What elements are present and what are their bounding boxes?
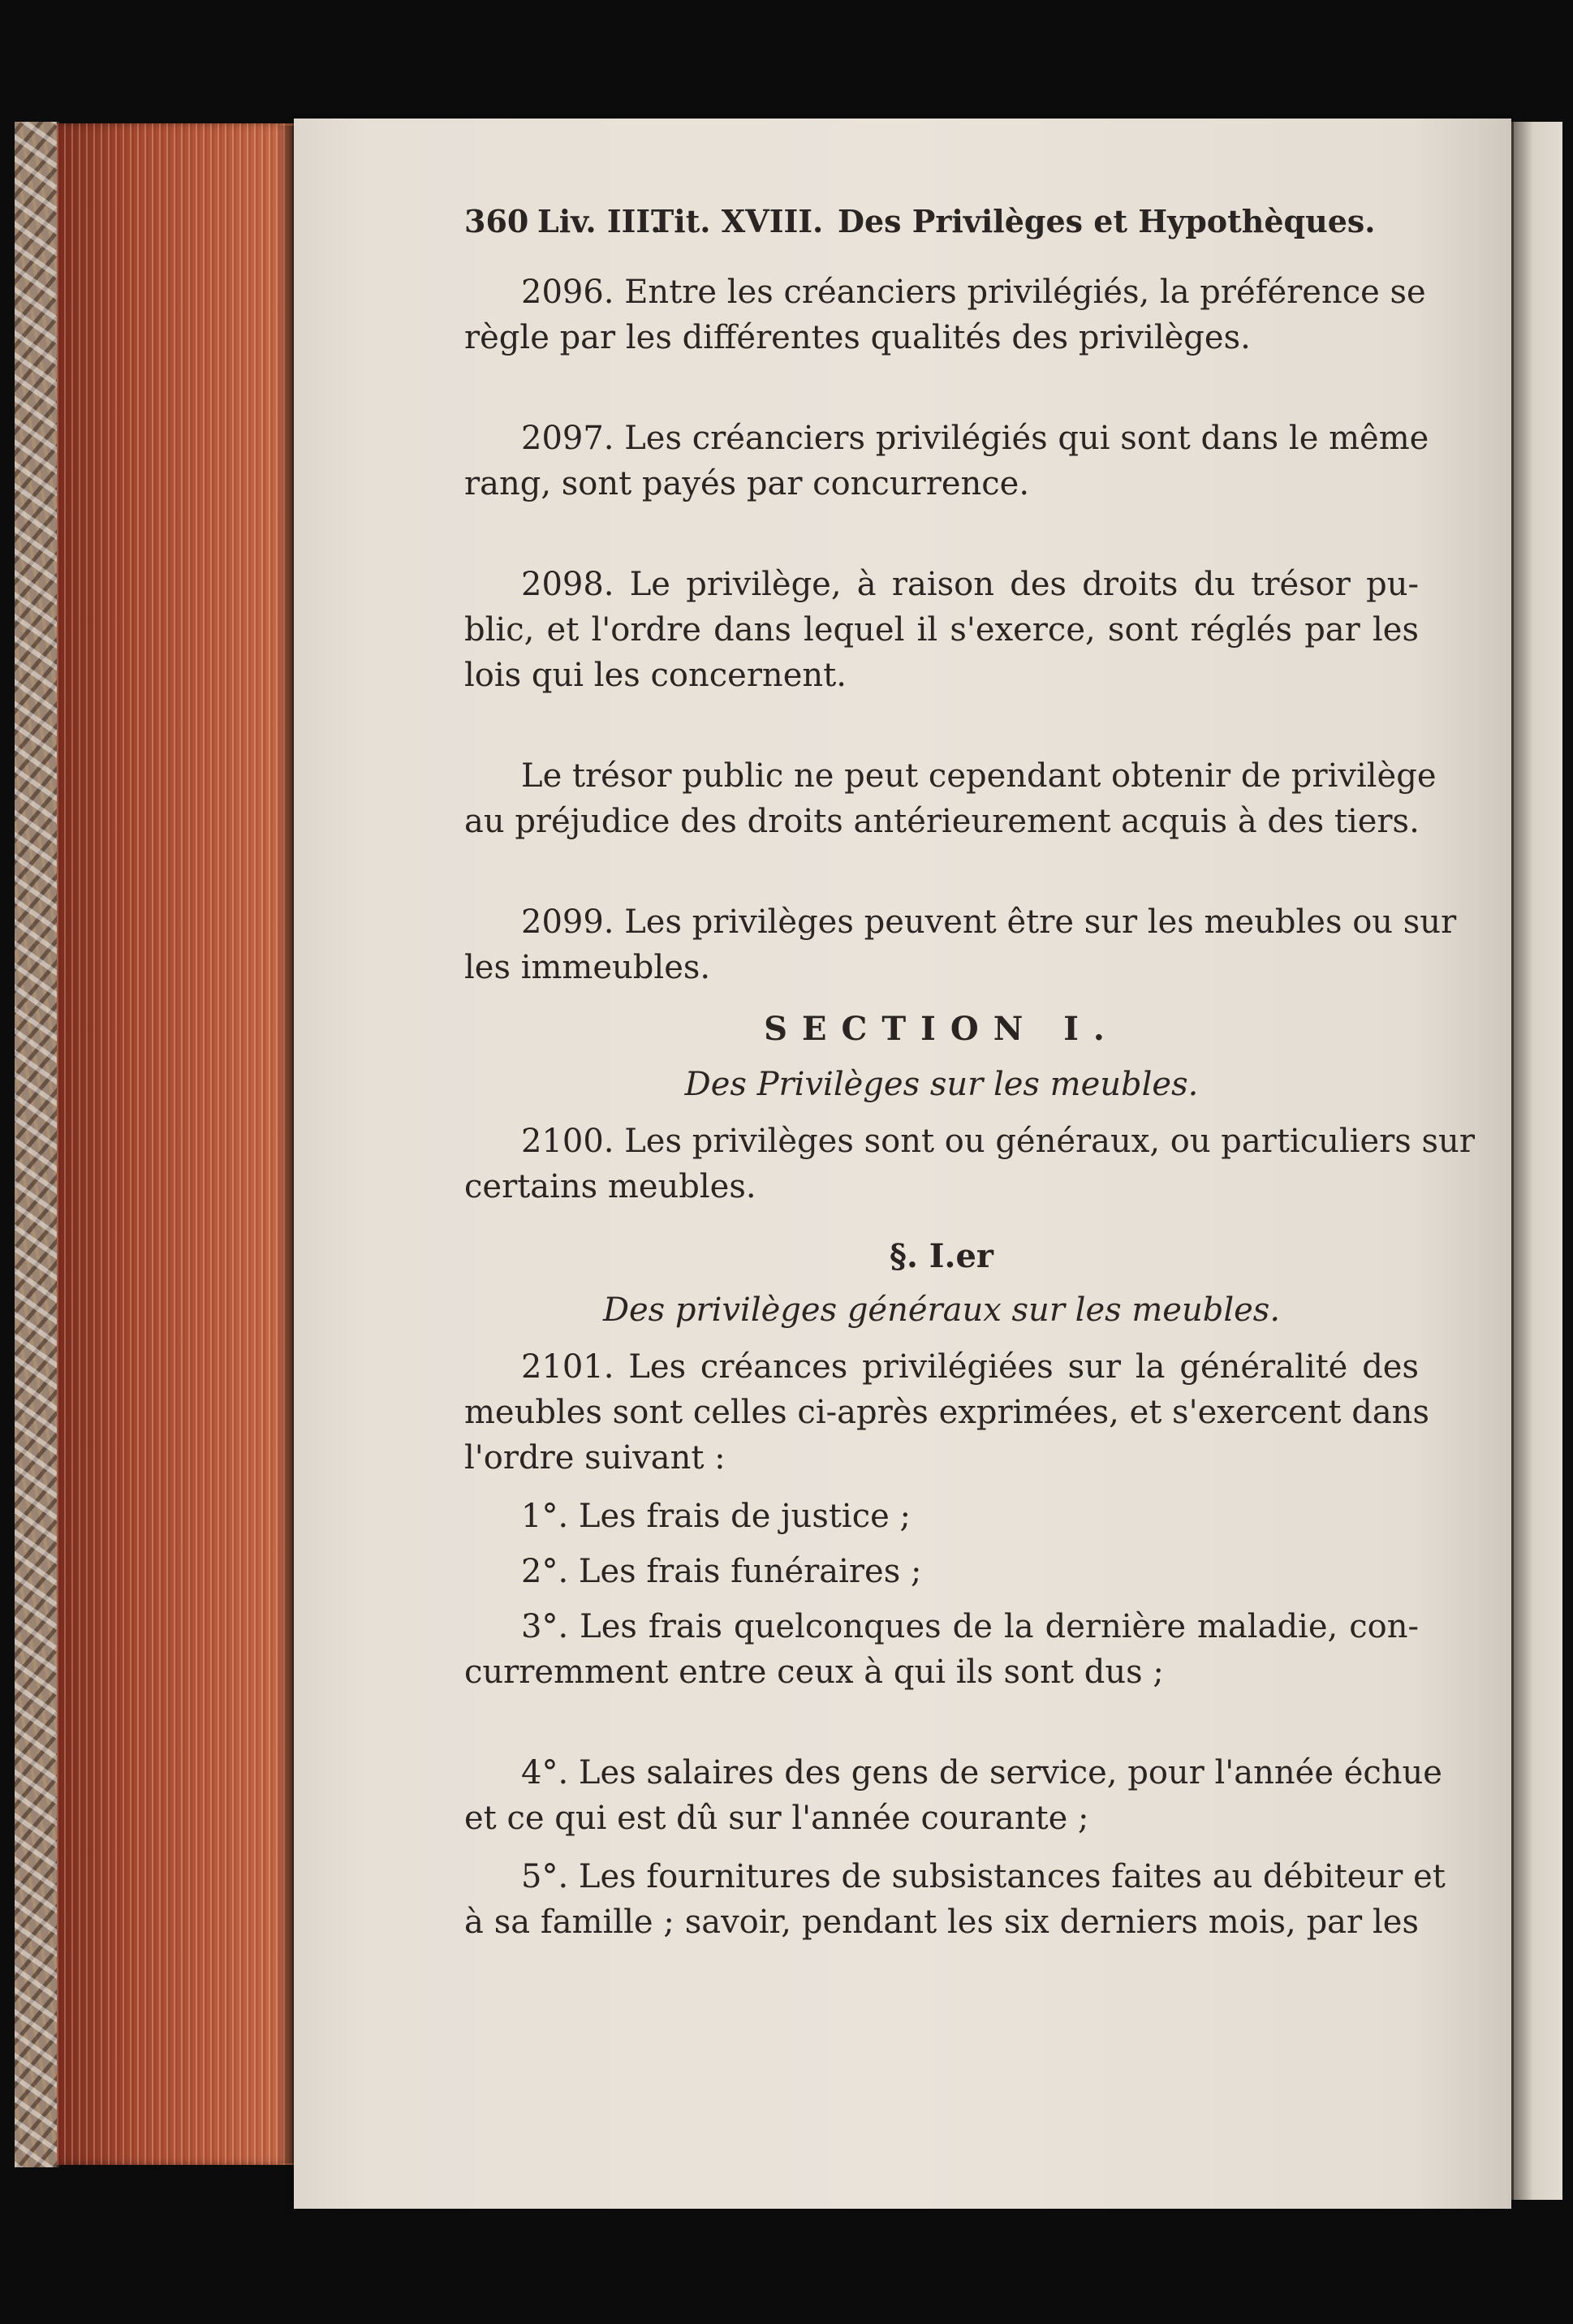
running-title: Des Privilèges et Hypothèques. — [838, 203, 1376, 239]
item-2: 2°. Les frais funéraires ; — [521, 1553, 922, 1590]
article-2099-line-2: les immeubles. — [464, 949, 711, 986]
article-2101-line-2: meubles sont celles ci-après exprimées, et s'exercent dans — [464, 1394, 1429, 1431]
item-3-line-1: 3°. Les frais quelconques de la dernière maladie, con- — [521, 1608, 1419, 1645]
item-4-line-2: et ce qui est dû sur l'année courante ; — [464, 1800, 1089, 1837]
article-2099-line-1: 2099. Les privilèges peuvent être sur les meubles ou sur — [521, 903, 1457, 941]
book-number: Liv. III. — [537, 203, 662, 239]
paragraph-subtitle: Des privilèges généraux sur les meubles. — [602, 1291, 1281, 1329]
article-2100-line-1: 2100. Les privilèges sont ou généraux, ou particuliers sur — [521, 1123, 1475, 1160]
section-subtitle: Des Privilèges sur les meubles. — [684, 1066, 1199, 1103]
facing-page-edge — [1511, 122, 1562, 2200]
page-number: 360 — [464, 203, 529, 239]
section-heading: SECTION I. — [764, 1010, 1119, 1048]
item-3-line-2: curremment entre ceux à qui ils sont dus ; — [464, 1654, 1164, 1691]
item-5-line-1: 5°. Les fournitures de subsistances faites au débiteur et — [521, 1858, 1446, 1895]
article-2100-line-2: certains meubles. — [464, 1168, 756, 1205]
article-2097-line-1: 2097. Les créanciers privilégiés qui sont dans le même — [521, 420, 1429, 457]
running-header — [464, 203, 1419, 252]
article-2098-para2-line-2: au préjudice des droits antérieurement acquis à des tiers. — [464, 803, 1420, 840]
title-number: Tit. XVIII. — [651, 203, 824, 239]
article-2101-line-1: 2101. Les créances privilégiées sur la généralité des — [521, 1348, 1419, 1386]
article-2096-line-2: règle par les différentes qualités des privilèges. — [464, 319, 1251, 356]
page-edges — [57, 123, 294, 2165]
article-2097-line-2: rang, sont payés par concurrence. — [464, 465, 1030, 502]
article-2098-line-3: lois qui les concernent. — [464, 657, 847, 694]
article-2096-line-1: 2096. Entre les créanciers privilégiés, la préférence se — [521, 274, 1426, 311]
article-2101-line-3: l'ordre suivant : — [464, 1439, 726, 1477]
item-1: 1°. Les frais de justice ; — [521, 1498, 911, 1535]
article-2098-line-1: 2098. Le privilège, à raison des droits du trésor pu- — [521, 566, 1419, 603]
article-2098-para2-line-1: Le trésor public ne peut cependant obtenir de privilège — [521, 757, 1437, 795]
article-2098-line-2: blic, et l'ordre dans lequel il s'exerce, sont réglés par les — [464, 611, 1419, 649]
item-4-line-1: 4°. Les salaires des gens de service, pour l'année échue — [521, 1754, 1442, 1792]
marbled-cover-edge — [15, 122, 59, 2167]
paragraph-heading: §. I.er — [890, 1237, 993, 1275]
item-5-line-2: à sa famille ; savoir, pendant les six derniers mois, par les — [464, 1904, 1419, 1941]
